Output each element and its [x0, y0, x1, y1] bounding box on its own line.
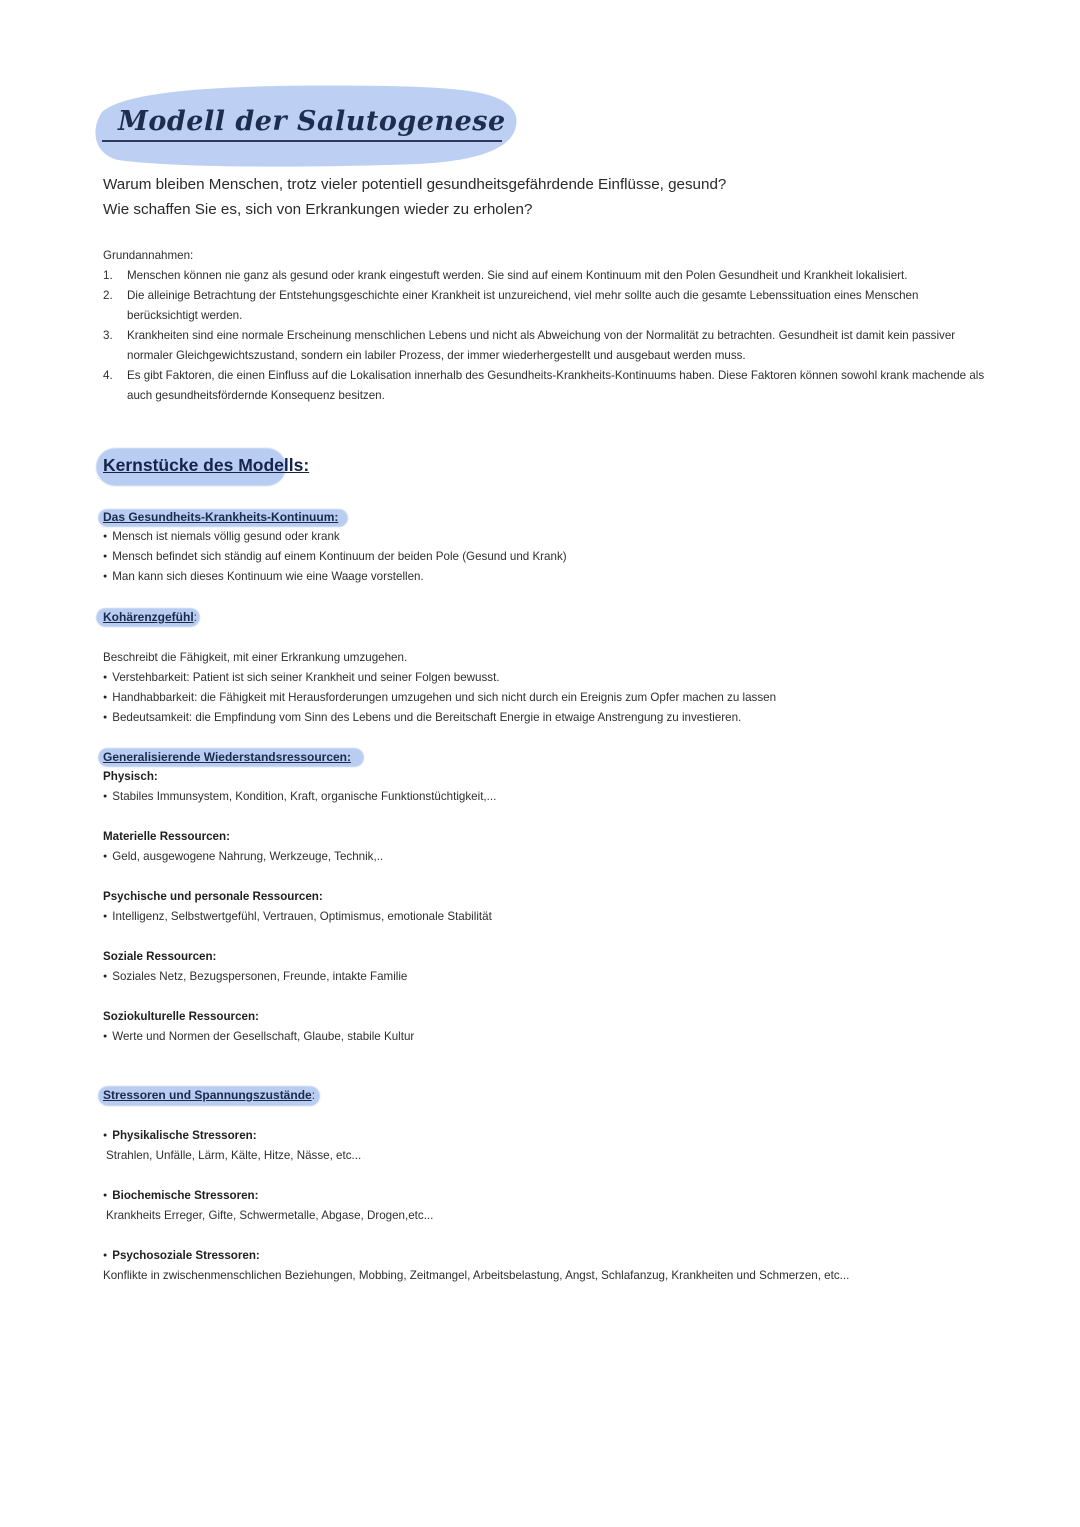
item-text: Menschen können nie ganz als gesund oder krank eingestuft werden. Sie sind auf einem Kontinuum mit den Polen Gesundheit und Krankheit lokalisiert. [127, 269, 908, 282]
kohaerenz-colon: : [193, 611, 197, 624]
kontinuum-heading: Das Gesundheits-Krankheits-Kontinuum: [103, 510, 339, 524]
stressor-label: ● Biochemische Stressoren: [103, 1186, 1003, 1206]
list-item: ● Bedeutsamkeit: die Empfindung vom Sinn des Lebens und die Bereitschaft Energie in etwaige Anstrengung zu investieren. [103, 708, 1003, 728]
item-number: 4. [103, 369, 113, 382]
list-item: ● Intelligenz, Selbstwertgefühl, Vertrauen, Optimismus, emotionale Stabilität [103, 907, 1003, 927]
list-item: ● Mensch befindet sich ständig auf einem Kontinuum der beiden Pole (Gesund und Krank) [103, 547, 1003, 567]
ressource-label: Soziale Ressourcen: [103, 950, 217, 963]
list-item: ● Mensch ist niemals völlig gesund oder krank [103, 527, 1003, 547]
ressourcen-heading: Generalisierende Wiederstandsressourcen: [103, 750, 351, 764]
ressourcen-section [103, 747, 1003, 1047]
grundannahmen-heading: Grundannahmen: [103, 249, 194, 262]
ressource-label: Materielle Ressourcen: [103, 830, 230, 843]
ressource-label: Physisch: [103, 770, 158, 783]
item-text: Krankheiten sind eine normale Erscheinung menschlichen Lebens und nicht als Abweichung von der Normalität zu betrachten. Gesundheit ist damit kein passiver [127, 329, 956, 342]
item-number: 3. [103, 329, 113, 342]
item-number: 1. [103, 269, 113, 282]
list-item [103, 286, 983, 326]
stressor-text: Konflikte in zwischenmenschlichen Beziehungen, Mobbing, Zeitmangel, Arbeitsbelastung, Angst, Schlafanzug, Krankheiten und Schmerzen, etc... [103, 1269, 850, 1282]
list-item: ● Geld, ausgewogene Nahrung, Werkzeuge, Technik,.. [103, 847, 1003, 867]
grundannahmen-section [103, 246, 983, 406]
item-text: normaler Gleichgewichtszustand, sondern ein labiler Prozess, der immer wiederhergestellt und ausgebaut werden muss. [127, 349, 746, 362]
stressoren-colon: : [311, 1089, 315, 1102]
kontinuum-section [103, 507, 1003, 587]
page-title: Modell der Salutogenese [118, 106, 506, 137]
question-2: Wie schaffen Sie es, sich von Erkrankungen wieder zu erholen? [103, 201, 533, 218]
ressource-label: Soziokulturelle Ressourcen: [103, 1010, 259, 1023]
list-item [103, 266, 983, 286]
item-text: Die alleinige Betrachtung der Entstehungsgeschichte einer Krankheit ist unzureichend, viel mehr sollte auch die gesamte Lebenssituation eines Menschen [127, 289, 919, 302]
stressoren-heading: Stressoren und Spannungszustände [103, 1088, 312, 1102]
stressor-text: Strahlen, Unfälle, Lärm, Kälte, Hitze, Nässe, etc... [106, 1149, 362, 1162]
item-number: 2. [103, 289, 113, 302]
title-underline [102, 140, 502, 142]
kernstuecke-heading: Kernstücke des Modells: [103, 455, 310, 475]
kohaerenz-heading: Kohärenzgefühl [103, 610, 194, 624]
question-1: Warum bleiben Menschen, trotz vieler potentiell gesundheitsgefährdende Einflüsse, gesund? [103, 176, 727, 193]
list-item [103, 366, 983, 406]
kohaerenz-section [103, 607, 1003, 728]
list-item: ● Man kann sich dieses Kontinuum wie eine Waage vorstellen. [103, 567, 1003, 587]
ressource-label: Psychische und personale Ressourcen: [103, 890, 323, 903]
item-text: Es gibt Faktoren, die einen Einfluss auf die Lokalisation innerhalb des Gesundheits-Krankheits-Kontinuums haben. Diese Faktoren können sowohl krank machende als [127, 369, 985, 382]
list-item: ● Stabiles Immunsystem, Kondition, Kraft, organische Funktionstüchtigkeit,... [103, 787, 1003, 807]
intro-questions [103, 172, 726, 222]
list-item: ● Handhabbarkeit: die Fähigkeit mit Herausforderungen umzugehen und sich nicht durch ein Ereignis zum Opfer machen zu lassen [103, 688, 1003, 708]
kohaerenz-intro: Beschreibt die Fähigkeit, mit einer Erkrankung umzugehen. [103, 651, 408, 664]
item-text: auch gesundheitsfördernde Konsequenz besitzen. [127, 389, 385, 402]
list-item: ● Werte und Normen der Gesellschaft, Glaube, stabile Kultur [103, 1027, 1003, 1047]
grundannahmen-list [103, 266, 983, 406]
stressor-label: ● Physikalische Stressoren: [103, 1126, 1003, 1146]
stressor-text: Krankheits Erreger, Gifte, Schwermetalle, Abgase, Drogen,etc... [106, 1209, 434, 1222]
stressor-label: ● Psychosoziale Stressoren: [103, 1246, 1003, 1266]
title-highlight [88, 82, 520, 168]
list-item: ● Soziales Netz, Bezugspersonen, Freunde, intakte Familie [103, 967, 1003, 987]
item-text: berücksichtigt werden. [127, 309, 243, 322]
list-item: ● Verstehbarkeit: Patient ist sich seiner Krankheit und seiner Folgen bewusst. [103, 668, 1003, 688]
stressoren-section [103, 1085, 1003, 1286]
list-item [103, 326, 983, 366]
